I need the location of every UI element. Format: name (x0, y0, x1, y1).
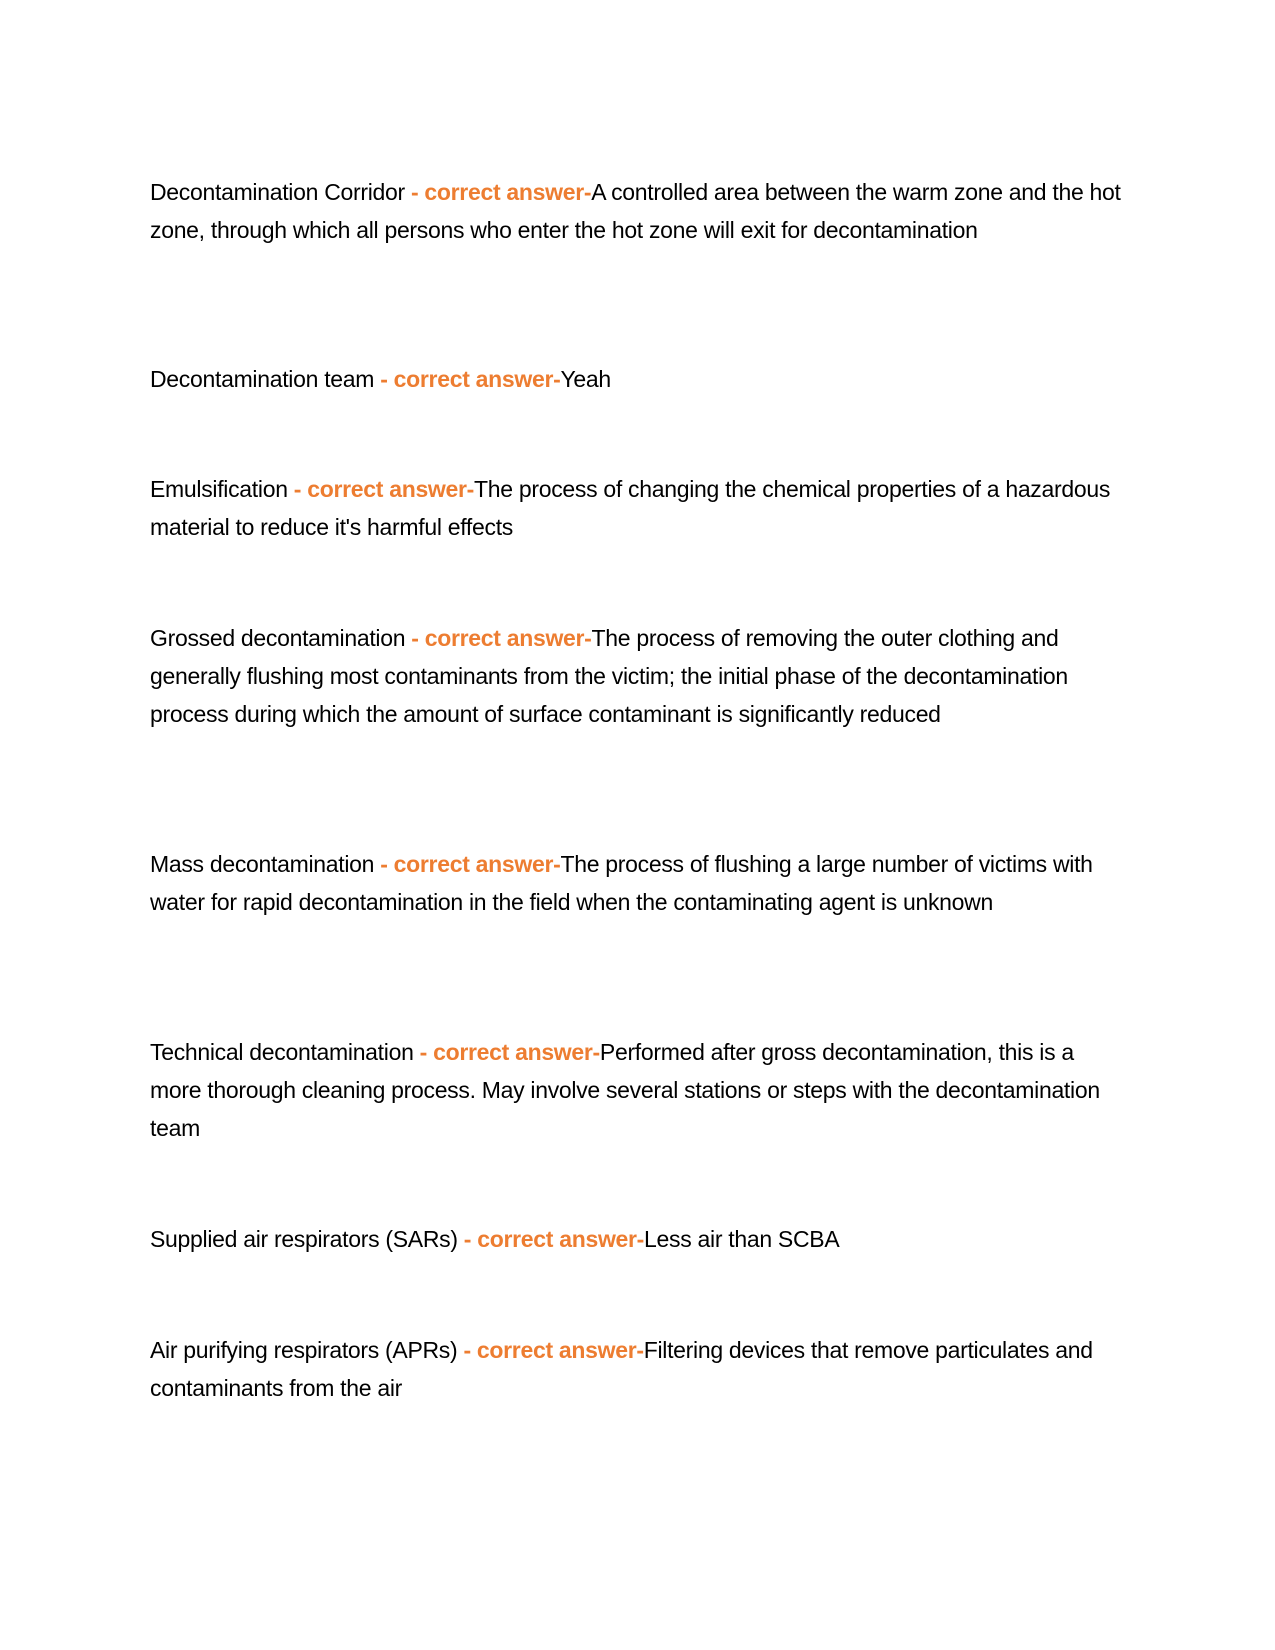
flashcard-entry (150, 1331, 1130, 1407)
flashcard-entry (150, 1220, 1130, 1258)
term: Air purifying respirators (APRs) (150, 1337, 458, 1363)
definition: Filtering devices that remove particulates and contaminants from the air (150, 1337, 1093, 1401)
flashcard-entry (150, 173, 1130, 249)
correct-answer-separator: - correct answer- (374, 851, 561, 877)
flashcard-entry (150, 360, 1130, 398)
term: Mass decontamination (150, 851, 375, 877)
term: Grossed decontamination (150, 625, 406, 651)
flashcard-entry (150, 619, 1130, 733)
definition: Performed after gross decontamination, this is a more thorough cleaning process. May involve several stations or steps with the decontamination team (150, 1039, 1100, 1141)
definition: The process of changing the chemical properties of a hazardous material to reduce it's harmful effects (150, 476, 1111, 540)
correct-answer-separator: - correct answer- (457, 1337, 644, 1363)
term: Emulsification (150, 476, 288, 502)
correct-answer-separator: - correct answer- (457, 1226, 645, 1252)
correct-answer-separator: - correct answer- (404, 179, 592, 205)
flashcard-entry (150, 845, 1130, 921)
definition: The process of flushing a large number of victims with water for rapid decontamination in the field when the contaminating agent is unknown (150, 851, 1093, 915)
flashcard-entry (150, 1033, 1130, 1147)
definition: The process of removing the outer clothing and generally flushing most contaminants from the victim; the initial phase of the decontamination process during which the amount of surface contaminant is significantly reduced (150, 625, 1068, 727)
definition: Yeah (560, 366, 611, 392)
definition: A controlled area between the warm zone and the hot zone, through which all persons who enter the hot zone will exit for decontamination (150, 179, 1121, 243)
term: Supplied air respirators (SARs) (150, 1226, 458, 1252)
correct-answer-separator: - correct answer- (405, 625, 592, 651)
term: Decontamination team (150, 366, 375, 392)
flashcard-entry (150, 470, 1130, 546)
definition: Less air than SCBA (644, 1226, 840, 1252)
term: Technical decontamination (150, 1039, 414, 1065)
term: Decontamination Corridor (150, 179, 405, 205)
correct-answer-separator: - correct answer- (413, 1039, 600, 1065)
correct-answer-separator: - correct answer- (374, 366, 561, 392)
correct-answer-separator: - correct answer- (287, 476, 475, 502)
